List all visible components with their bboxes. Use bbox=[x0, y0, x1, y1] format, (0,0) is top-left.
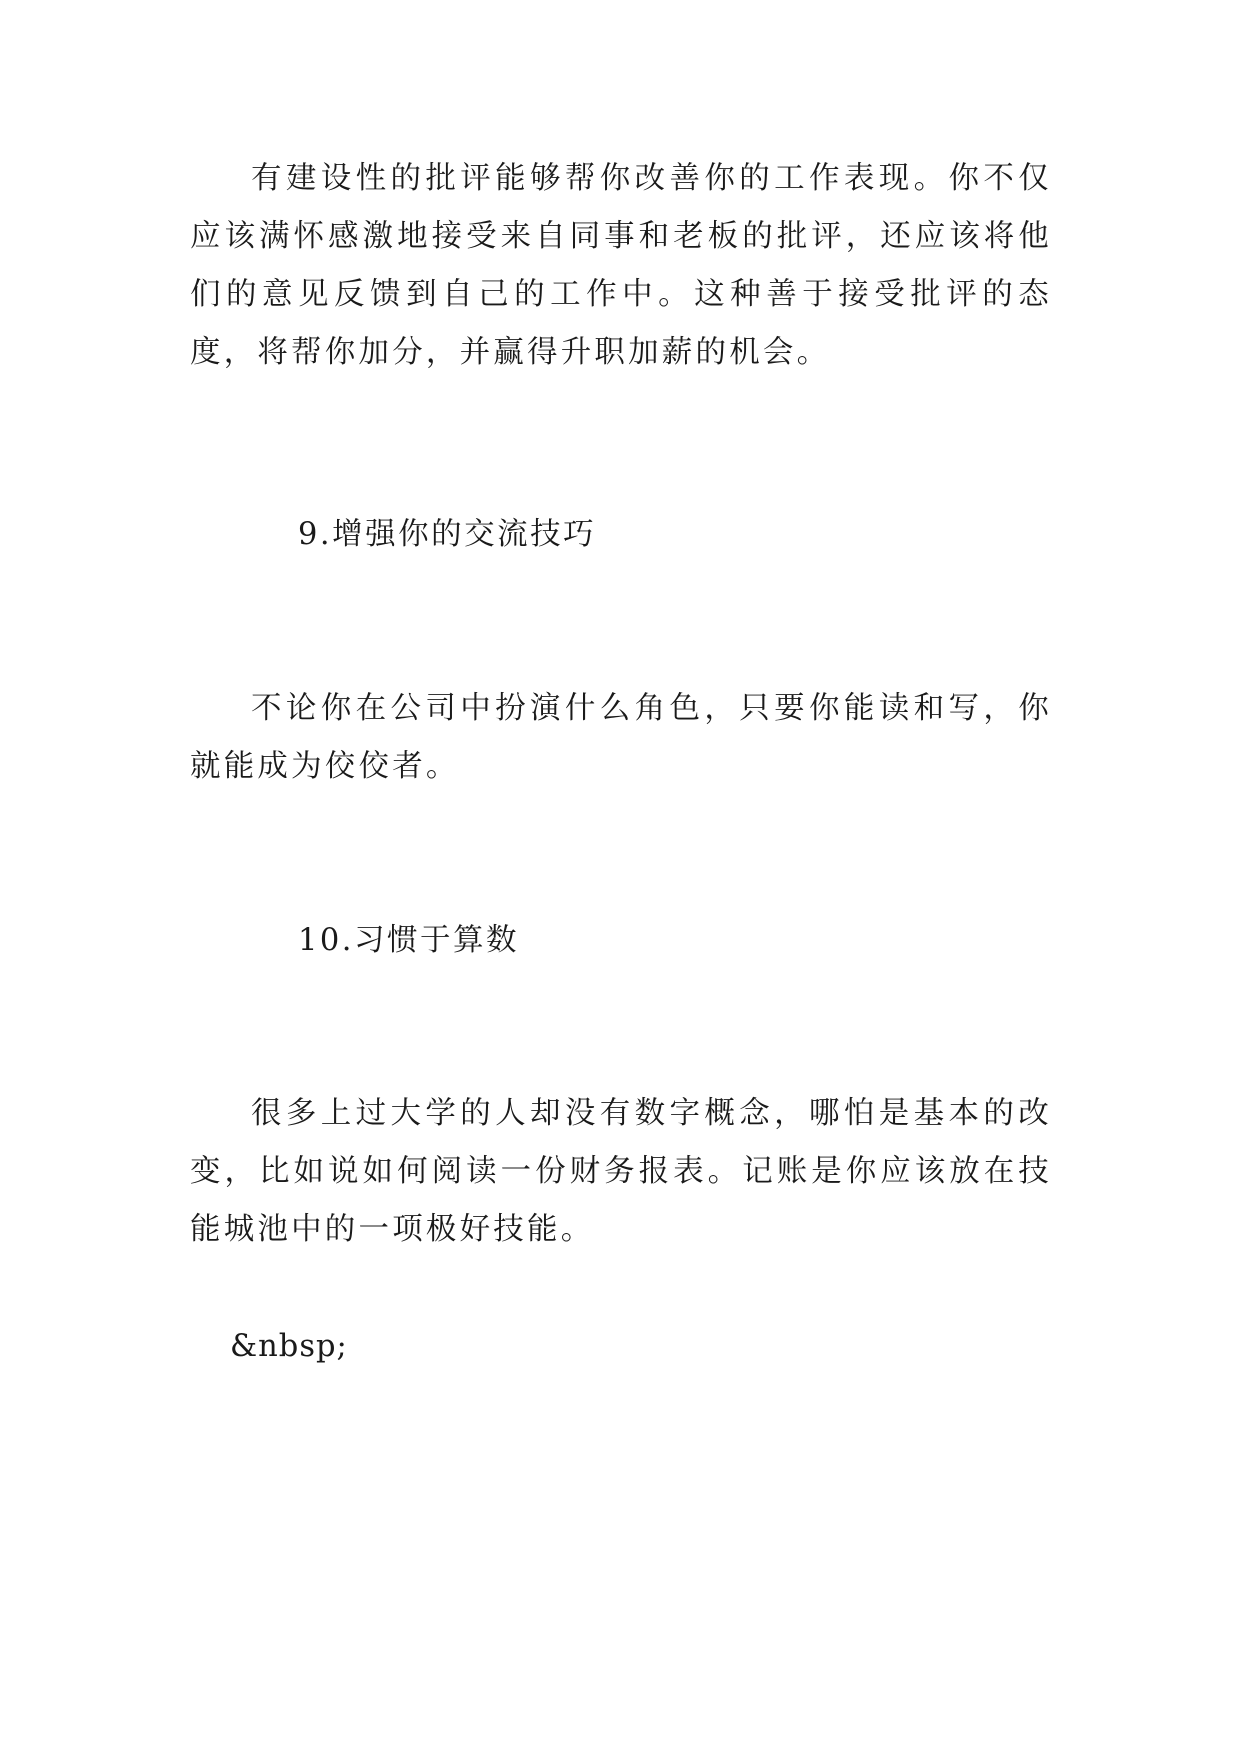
section-heading-communication-skills: 9.增强你的交流技巧 bbox=[298, 517, 597, 552]
paragraph-numeracy: 很多上过大学的人却没有数字概念，哪怕是基本的改变，比如说如何阅读一份财务报表。记账是你应该放在技能城池中的一项极好技能。 bbox=[190, 1096, 1052, 1247]
stray-entity-text: &nbsp; bbox=[230, 1329, 348, 1364]
paragraph-reading-writing: 不论你在公司中扮演什么角色，只要你能读和写，你就能成为佼佼者。 bbox=[190, 691, 1052, 784]
paragraph-constructive-criticism: 有建设性的批评能够帮你改善你的工作表现。你不仅应该满怀感激地接受来自同事和老板的批评，还应该将他们的意见反馈到自己的工作中。这种善于接受批评的态度，将帮你加分，并赢得升职加薪的机会。 bbox=[190, 161, 1052, 370]
section-heading-numeracy: 10.习惯于算数 bbox=[298, 923, 520, 958]
